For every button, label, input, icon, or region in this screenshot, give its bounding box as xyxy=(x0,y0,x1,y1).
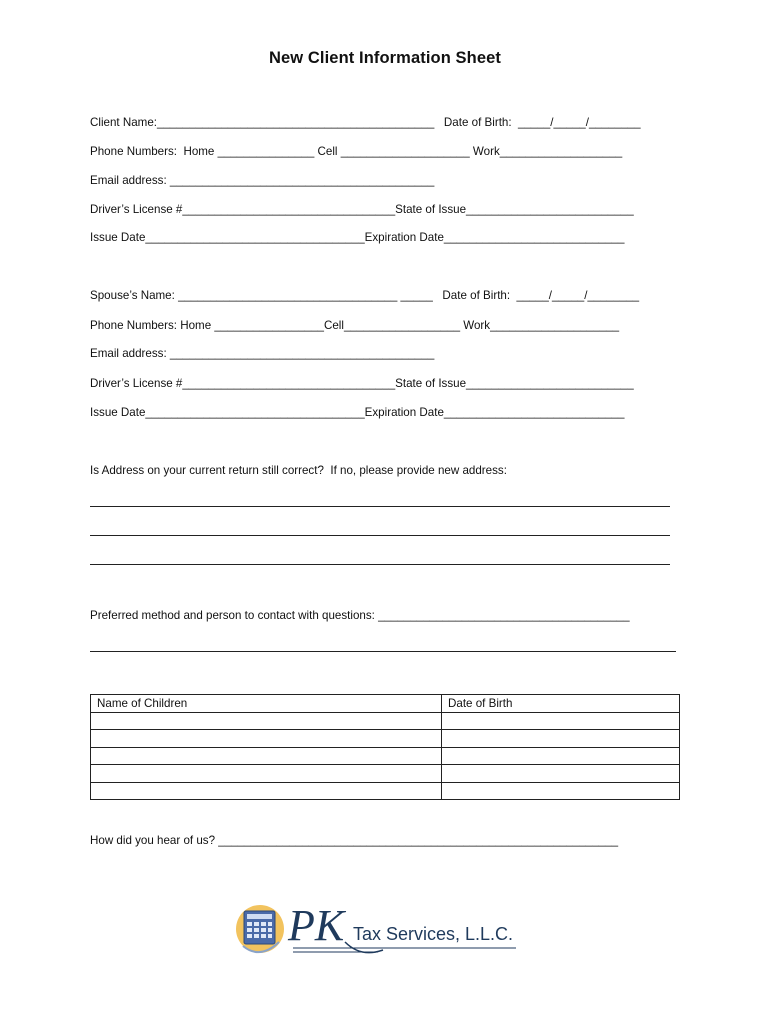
calculator-icon xyxy=(244,911,275,944)
child-dob-cell[interactable] xyxy=(442,747,680,765)
child-name-cell[interactable] xyxy=(91,730,442,748)
spouse-name-field[interactable]: Spouse’s Name: __________________________________ _____ Date of Birth: _____/_____/________ xyxy=(90,289,640,302)
table-row xyxy=(91,747,680,765)
child-name-cell[interactable] xyxy=(91,747,442,765)
contact-question-field[interactable]: Preferred method and person to contact with questions: _______________________________________ xyxy=(90,609,630,622)
address-question: Is Address on your current return still correct? If no, please provide new address: xyxy=(90,464,507,477)
child-dob-cell[interactable] xyxy=(442,765,680,783)
child-name-cell[interactable] xyxy=(91,765,442,783)
client-issue-date-field[interactable]: Issue Date__________________________________Expiration Date____________________________ xyxy=(90,231,625,244)
client-phone-field[interactable]: Phone Numbers: Home _______________ Cell ____________________ Work___________________ xyxy=(90,145,623,158)
hear-about-us-field[interactable]: How did you hear of us? ______________________________________________________________ xyxy=(90,834,619,847)
company-logo xyxy=(233,898,533,960)
spouse-license-field[interactable]: Driver’s License #_________________________________State of Issue__________________________ xyxy=(90,377,634,390)
address-line-3[interactable] xyxy=(90,564,670,565)
spouse-issue-date-field[interactable]: Issue Date__________________________________Expiration Date____________________________ xyxy=(90,406,625,419)
child-dob-cell[interactable] xyxy=(442,712,680,730)
client-name-field[interactable]: Client Name:___________________________________________ Date of Birth: _____/_____/________ xyxy=(90,116,641,129)
form-title: New Client Information Sheet xyxy=(269,49,501,67)
column-header-name: Name of Children xyxy=(91,695,442,713)
child-dob-cell[interactable] xyxy=(442,782,680,800)
client-email-field[interactable]: Email address: _________________________________________ xyxy=(90,174,435,187)
contact-extra-line[interactable] xyxy=(90,651,676,652)
children-table xyxy=(90,694,680,800)
column-header-dob: Date of Birth xyxy=(442,695,680,713)
child-name-cell[interactable] xyxy=(91,782,442,800)
child-name-cell[interactable] xyxy=(91,712,442,730)
table-row xyxy=(91,765,680,783)
logo-monogram: PK xyxy=(288,901,345,950)
spouse-phone-field[interactable]: Phone Numbers: Home _________________Cell__________________ Work____________________ xyxy=(90,319,620,332)
table-header-row xyxy=(91,695,680,713)
address-line-1[interactable] xyxy=(90,506,670,507)
table-row xyxy=(91,782,680,800)
spouse-email-field[interactable]: Email address: _________________________________________ xyxy=(90,347,435,360)
table-row xyxy=(91,730,680,748)
logo-company-name: Tax Services, L.L.C. xyxy=(353,924,514,944)
client-license-field[interactable]: Driver’s License #_________________________________State of Issue__________________________ xyxy=(90,203,634,216)
address-line-2[interactable] xyxy=(90,535,670,536)
child-dob-cell[interactable] xyxy=(442,730,680,748)
table-row xyxy=(91,712,680,730)
